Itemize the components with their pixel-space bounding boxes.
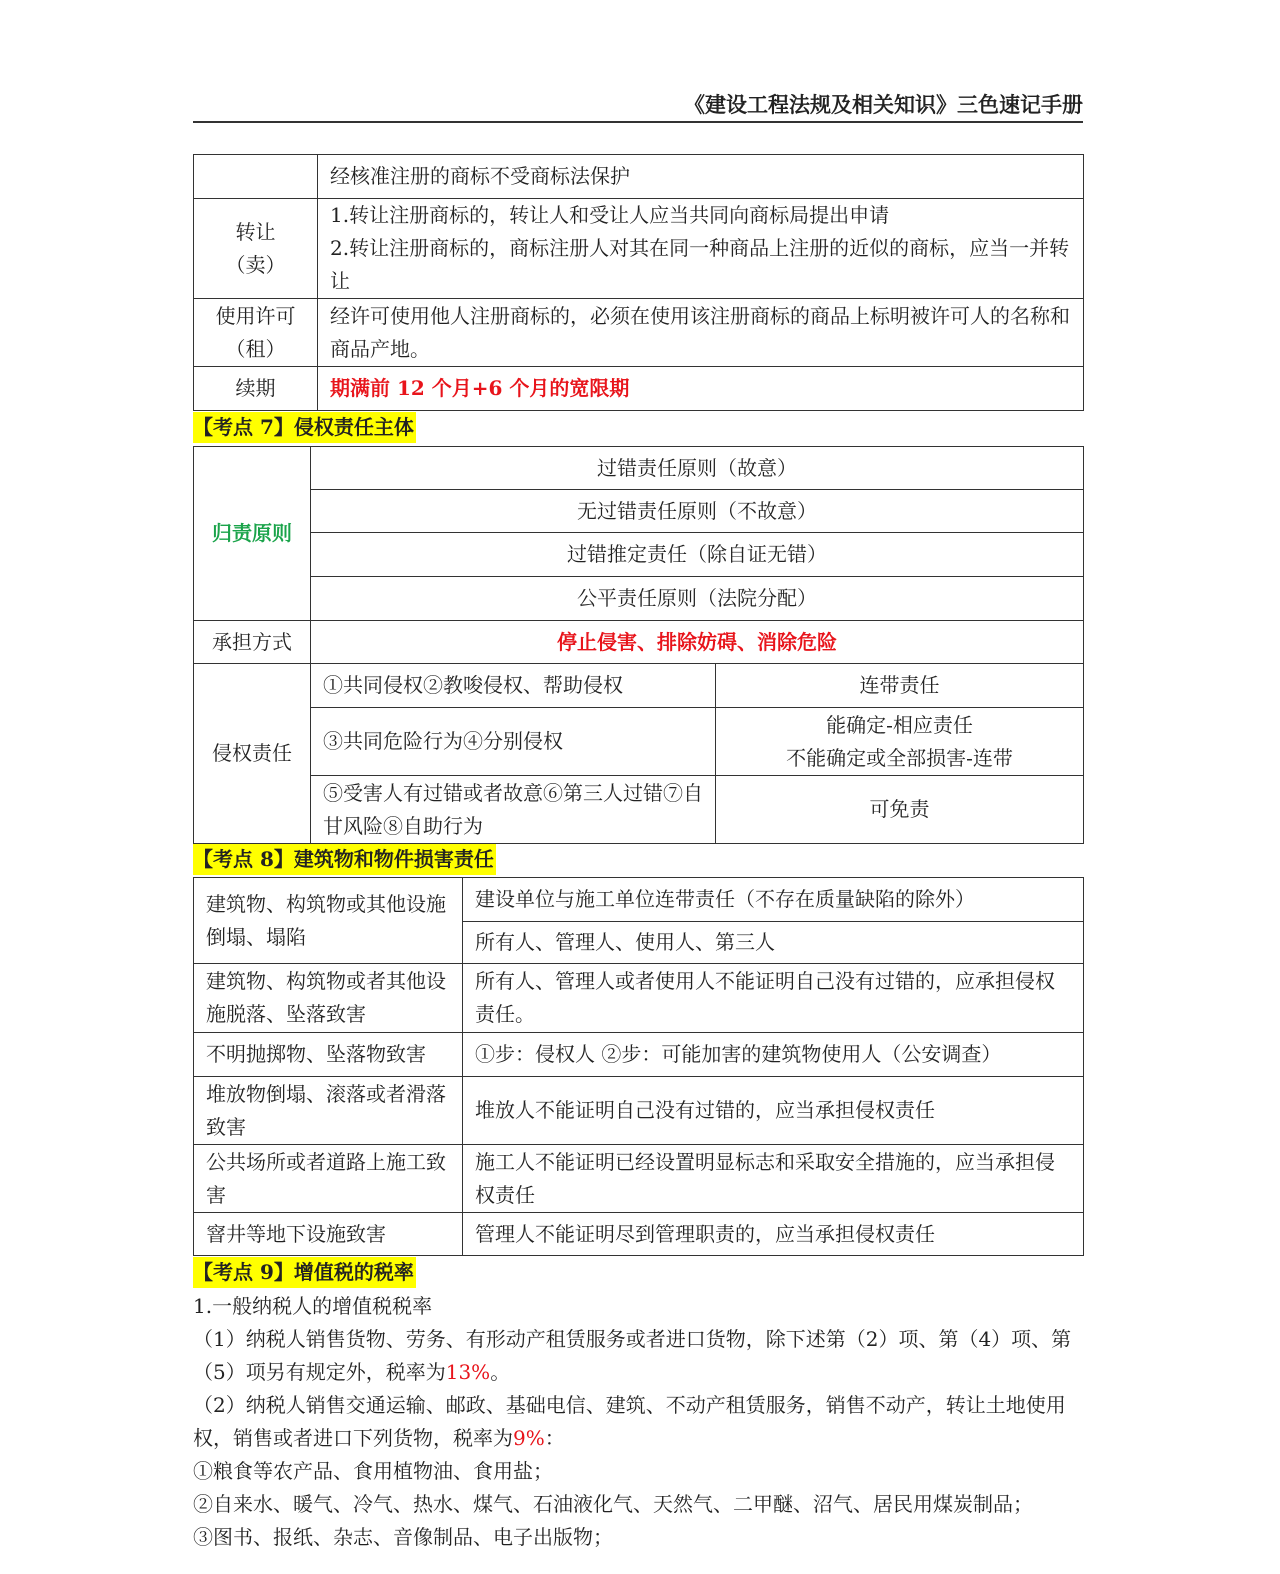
vat-text: （2）纳税人销售交通运输、邮政、基础电信、建筑、不动产租赁服务，销售不动产，转让土地使用权，销售或者进口下列货物，税率为 <box>193 1393 1066 1450</box>
row-text: 经许可使用他人注册商标的，必须在使用该注册商标的商品上标明被许可人的名称和商品产地。 <box>318 299 1084 367</box>
vat-paragraph <box>193 1323 1083 1389</box>
text-line: 能确定-相应责任 <box>826 712 973 737</box>
label-line: 转让 <box>235 219 276 244</box>
label-line: （租） <box>225 336 286 361</box>
table-row <box>194 367 1084 411</box>
table-row <box>194 1077 1084 1145</box>
guize-label: 归责原则 <box>194 447 311 621</box>
table-row <box>194 621 1084 664</box>
qinquan-left: ⑤受害人有过错或者故意⑥第三人过错⑦自甘风险⑧自助行为 <box>311 776 716 844</box>
text-line: 不能确定或全部损害-连带 <box>786 745 1013 770</box>
row-label <box>194 155 318 199</box>
vat-text: （1）纳税人销售货物、劳务、有形动产租赁服务或者进口货物，除下述第（2）项、第（4）项、第（5）项另有规定外，税率为 <box>193 1327 1072 1384</box>
row-right: 施工人不能证明已经设置明显标志和采取安全措施的，应当承担侵权责任 <box>463 1145 1084 1213</box>
page-header: 《建设工程法规及相关知识》三色速记手册 <box>193 88 1083 123</box>
table-row <box>194 155 1084 199</box>
row-right: 所有人、管理人或者使用人不能证明自己没有过错的，应承担侵权责任。 <box>463 964 1084 1033</box>
table-row <box>194 1213 1084 1256</box>
row-text <box>318 199 1084 299</box>
table-row <box>194 533 1084 577</box>
vat-paragraph: 1.一般纳税人的增值税税率 <box>193 1294 433 1318</box>
row-label <box>194 299 318 367</box>
guize-item: 无过错责任原则（不故意） <box>311 490 1084 533</box>
row-label: 续期 <box>194 367 318 411</box>
qinquan-right <box>716 708 1084 776</box>
qinquan-right: 连带责任 <box>716 664 1084 708</box>
table-row <box>194 776 1084 844</box>
vat-section <box>193 1290 1083 1554</box>
text-line: 2.转让注册商标的，商标注册人对其在同一种商品上注册的近似的商标，应当一并转让 <box>330 236 1070 293</box>
table-row <box>194 1145 1084 1213</box>
row-right: 管理人不能证明尽到管理职责的，应当承担侵权责任 <box>463 1213 1084 1256</box>
table-row <box>194 1033 1084 1077</box>
table-row <box>194 299 1084 367</box>
guize-item: 公平责任原则（法院分配） <box>311 577 1084 621</box>
vat-rate: 13% <box>445 1360 491 1384</box>
table-row <box>194 447 1084 490</box>
label-line: 使用许可 <box>215 303 296 328</box>
row-left: 不明抛掷物、坠落物致害 <box>194 1033 463 1077</box>
qinquan-label: 侵权责任 <box>194 664 311 844</box>
table-row <box>194 964 1084 1033</box>
row-left: 建筑物、构筑物或者其他设施脱落、坠落致害 <box>194 964 463 1033</box>
table-row <box>194 199 1084 299</box>
vat-paragraph <box>193 1389 1083 1455</box>
row-right: ①步：侵权人 ②步：可能加害的建筑物使用人（公安调查） <box>463 1033 1084 1077</box>
row-left: 窨井等地下设施致害 <box>194 1213 463 1256</box>
building-table <box>193 877 1084 1256</box>
vat-paragraph: ③图书、报纸、杂志、音像制品、电子出版物； <box>193 1525 613 1549</box>
label-line: （卖） <box>225 252 286 277</box>
liability-table <box>193 446 1084 844</box>
row-text: 经核准注册的商标不受商标法保护 <box>318 155 1084 199</box>
trademark-table <box>193 154 1084 411</box>
vat-paragraph: ①粮食等农产品、食用植物油、食用盐； <box>193 1459 553 1483</box>
text-line: 1.转让注册商标的，转让人和受让人应当共同向商标局提出申请 <box>330 203 890 227</box>
row-left: 堆放物倒塌、滚落或者滑落致害 <box>194 1077 463 1145</box>
row-right: 堆放人不能证明自己没有过错的，应当承担侵权责任 <box>463 1077 1084 1145</box>
guize-item: 过错推定责任（除自证无错） <box>311 533 1084 577</box>
vat-rate: 9% <box>513 1426 545 1450</box>
table-row <box>194 490 1084 533</box>
section-title-kaodian8: 【考点 8】建筑物和物件损害责任 <box>193 844 496 875</box>
row-right: 建设单位与施工单位连带责任（不存在质量缺陷的除外） <box>463 878 1084 922</box>
qinquan-right: 可免责 <box>716 776 1084 844</box>
table-row <box>194 878 1084 922</box>
guize-item: 过错责任原则（故意） <box>311 447 1084 490</box>
row-left: 公共场所或者道路上施工致害 <box>194 1145 463 1213</box>
section-title-kaodian7: 【考点 7】侵权责任主体 <box>193 412 416 443</box>
qinquan-left: ③共同危险行为④分别侵权 <box>311 708 716 776</box>
row-text: 期满前 12 个月+6 个月的宽限期 <box>318 367 1084 411</box>
row-right: 所有人、管理人、使用人、第三人 <box>463 922 1084 964</box>
chengdan-text: 停止侵害、排除妨碍、消除危险 <box>311 621 1084 664</box>
qinquan-left: ①共同侵权②教唆侵权、帮助侵权 <box>311 664 716 708</box>
row-label <box>194 199 318 299</box>
vat-text: ： <box>544 1426 565 1450</box>
vat-paragraph: ②自来水、暖气、冷气、热水、煤气、石油液化气、天然气、二甲醚、沼气、居民用煤炭制品； <box>193 1492 1033 1516</box>
chengdan-label: 承担方式 <box>194 621 311 664</box>
section-title-kaodian9: 【考点 9】增值税的税率 <box>193 1257 416 1288</box>
table-row <box>194 664 1084 708</box>
table-row <box>194 577 1084 621</box>
row-left: 建筑物、构筑物或其他设施倒塌、塌陷 <box>194 878 463 964</box>
table-row <box>194 708 1084 776</box>
vat-text: 。 <box>490 1360 511 1384</box>
